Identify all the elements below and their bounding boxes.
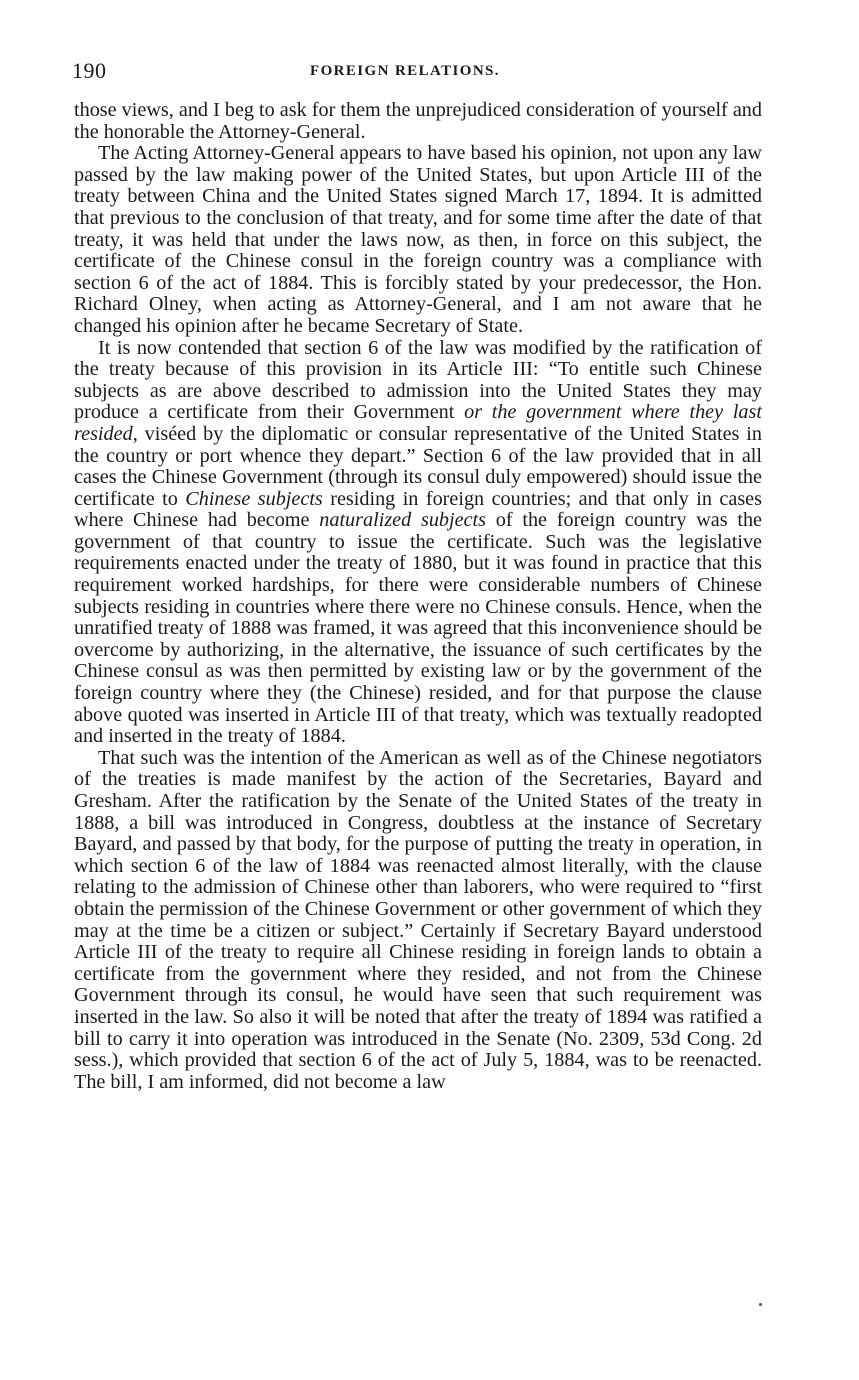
paragraph-4: That such was the intention of the American as well as of the Chinese negotiators of the treaties is made manifest by the action of the Secretaries, Bayard and Gresham. After the ratification by the Senate of the United States of the treaty in 1888, a bill was introduced in Congress, doubtless at the instance of Secretary Bayard, and passed by that body, for the purpose of putting the treaty in operation, in which section 6 of the law of 1884 was reenacted almost literally, with the clause relating to the admission of Chinese other than laborers, who were required to “first obtain the permission of the Chinese Government or other government of which they may at the time be a citizen or subject.” Certainly if Secretary Bayard understood Article III of the treaty to require all Chinese residing in foreign lands to obtain a certificate from the government where they resided, and not from the Chinese Government through its consul, he would have seen that such requirement was inserted in the law. So also it will be noted that after the treaty of 1894 was ratified a bill to carry it into operation was introduced in the Senate (No. 2309, 53d Cong. 2d sess.), which provided that section 6 of the act of July 5, 1884, was to be reenacted. The bill, I am informed, did not become a law <box>74 746 762 1093</box>
page-header <box>74 58 762 88</box>
body-text <box>74 100 762 1093</box>
paragraph-3-italic-3: naturalized subjects <box>319 509 487 532</box>
paragraph-3-part-3: residing in foreign countries; and that only in cases where Chinese had become <box>74 487 762 532</box>
print-speck <box>759 1303 762 1306</box>
paragraph-3-italic-1: or the government where they last resided <box>74 401 762 445</box>
paragraph-3-italic-2: Chinese subjects <box>185 487 323 510</box>
paragraph-1: those views, and I beg to ask for them the unprejudiced consideration of yourself and the honorable the Attorney-General. <box>74 99 762 143</box>
paragraph-3-part-2: , viséed by the diplomatic or consular representative of the United States in the country or port whence they depart.” Section 6 of the law provided that in all cases the Chinese Government (through its consul duly empowered) should issue the certificate to <box>74 422 762 510</box>
paragraph-2: The Acting Attorney-General appears to have based his opinion, not upon any law passed by the law making power of the United States, but upon Article III of the treaty between China and the United States signed March 17, 1894. It is admitted that previous to the conclusion of that treaty, and for some time after the date of that treaty, it was held that under the laws now, as then, in force on this subject, the certificate of the Chinese consul in the foreign country was a compliance with section 6 of the act of 1884. This is forcibly stated by your predecessor, the Hon. Richard Olney, when acting as Attorney-General, and I am not aware that he changed his opinion after he became Secretary of State. <box>74 142 762 337</box>
paragraph-3-part-4: of the foreign country was the government of that country to issue the certificate. Such was the legislative requirements enacted under the treaty of 1880, but it was found in practice that this requirement worked hardships, for there were considerable numbers of Chinese subjects residing in countries where there were no Chinese consuls. Hence, when the unratified treaty of 1888 was framed, it was agreed that this inconvenience should be overcome by authorizing, in the alternative, the issuance of such certificates by the Chinese consul as was then permitted by existing law or by the government of the foreign country where they (the Chinese) resided, and for that purpose the clause above quoted was inserted in Article III of that treaty, which was textually readopted and inserted in the treaty of 1884. <box>74 509 763 748</box>
running-head: FOREIGN RELATIONS. <box>310 63 500 79</box>
document-page <box>74 58 762 1093</box>
paragraph-3-part-1: It is now contended that section 6 of the law was modified by the ratification of the treaty because of this provision in its Article III: “To entitle such Chinese subjects as are above described to admission into the United States they may produce a certificate from their Government <box>74 336 762 424</box>
page-number: 190 <box>72 58 107 83</box>
paragraph-3 <box>74 338 762 748</box>
